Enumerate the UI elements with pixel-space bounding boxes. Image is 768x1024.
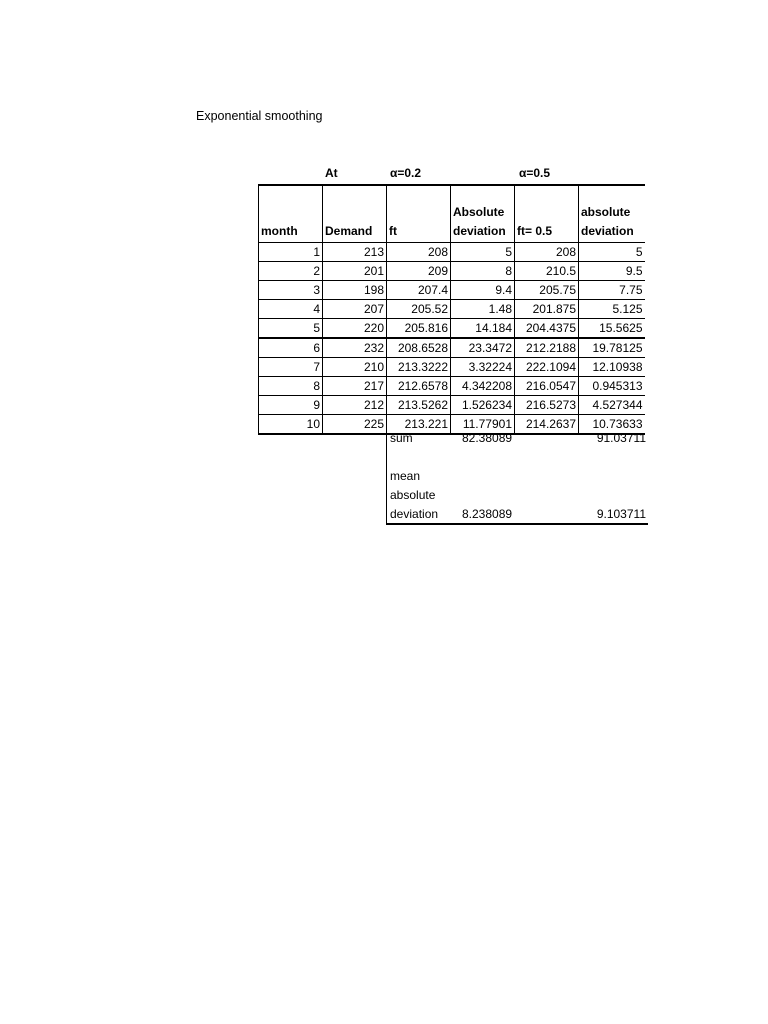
table-row (259, 243, 645, 262)
abs-dev-2-line-1: absolute (581, 205, 631, 219)
sum-label: sum (390, 431, 413, 445)
table-cell: 1.48 (451, 300, 515, 319)
table-cell: 23.3472 (451, 338, 515, 358)
table-cell: 5.125 (579, 300, 645, 319)
table-cell: 1.526234 (451, 396, 515, 415)
table-cell: 0.945313 (579, 377, 645, 396)
mad-label-line-1: mean (390, 469, 421, 483)
table-cell: 213.5262 (387, 396, 451, 415)
sum-alpha-0-2: 82.38089 (462, 431, 513, 445)
table-cell: 8 (451, 262, 515, 281)
col-header-ft: ft (387, 185, 451, 243)
table-cell: 216.0547 (515, 377, 579, 396)
table-cell: 9 (259, 396, 323, 415)
table-cell: 11.77901 (451, 415, 515, 435)
table-cell: 8 (259, 377, 323, 396)
table-cell: 201 (323, 262, 387, 281)
table-cell: 205.75 (515, 281, 579, 300)
table-cell: 19.78125 (579, 338, 645, 358)
mad-label (390, 467, 438, 524)
table-cell: 9.4 (451, 281, 515, 300)
table-cell: 15.5625 (579, 319, 645, 339)
table-cell: 217 (323, 377, 387, 396)
table-cell: 201.875 (515, 300, 579, 319)
table-cell: 207 (323, 300, 387, 319)
table-cell: 213.221 (387, 415, 451, 435)
table-cell: 212.2188 (515, 338, 579, 358)
table-cell: 216.5273 (515, 396, 579, 415)
summary-bottom-border (386, 523, 648, 525)
table-cell: 3.32224 (451, 358, 515, 377)
table-cell: 5 (579, 243, 645, 262)
table-cell: 213 (323, 243, 387, 262)
abs-dev-1-line-2: deviation (453, 224, 506, 238)
col-header-demand: Demand (323, 185, 387, 243)
table-row (259, 415, 645, 435)
table-cell: 4 (259, 300, 323, 319)
table-cell: 4.527344 (579, 396, 645, 415)
table-cell: 6 (259, 338, 323, 358)
table-cell: 204.4375 (515, 319, 579, 339)
header-alpha-0-2: α=0.2 (390, 166, 422, 180)
mad-alpha-0-2: 8.238089 (462, 507, 513, 521)
page-title: Exponential smoothing (196, 109, 323, 123)
table-cell: 5 (451, 243, 515, 262)
table-row (259, 396, 645, 415)
table-cell: 9.5 (579, 262, 645, 281)
table-cell: 10.73633 (579, 415, 645, 435)
col-header-abs-dev-1 (451, 185, 515, 243)
table-cell: 207.4 (387, 281, 451, 300)
table-cell: 12.10938 (579, 358, 645, 377)
mad-alpha-0-5: 9.103711 (596, 507, 646, 521)
col-header-abs-dev-2 (579, 185, 645, 243)
table-cell: 208 (387, 243, 451, 262)
table-cell: 212 (323, 396, 387, 415)
table-cell: 208.6528 (387, 338, 451, 358)
col-header-ft-0-5: ft= 0.5 (515, 185, 579, 243)
table-cell: 198 (323, 281, 387, 300)
table-cell: 220 (323, 319, 387, 339)
table-cell: 5 (259, 319, 323, 339)
table-row (259, 319, 645, 339)
table-row (259, 338, 645, 358)
table-cell: 3 (259, 281, 323, 300)
table-cell: 212.6578 (387, 377, 451, 396)
smoothing-table (258, 184, 645, 435)
table-cell: 14.184 (451, 319, 515, 339)
table-row (259, 281, 645, 300)
table-cell: 222.1094 (515, 358, 579, 377)
header-at: At (325, 166, 338, 180)
sum-alpha-0-5: 91.03711 (596, 431, 646, 445)
abs-dev-1-line-1: Absolute (453, 205, 505, 219)
table-cell: 7 (259, 358, 323, 377)
table-cell: 214.2637 (515, 415, 579, 435)
summary-left-border (386, 430, 387, 525)
header-alpha-0-5: α=0.5 (519, 166, 551, 180)
table-cell: 208 (515, 243, 579, 262)
table-header-row (259, 185, 645, 243)
table-cell: 10 (259, 415, 323, 435)
table-cell: 205.52 (387, 300, 451, 319)
table-cell: 213.3222 (387, 358, 451, 377)
table-row (259, 358, 645, 377)
table-cell: 4.342208 (451, 377, 515, 396)
table-cell: 225 (323, 415, 387, 435)
mad-label-line-2: absolute (390, 488, 436, 502)
table-cell: 209 (387, 262, 451, 281)
table-cell: 232 (323, 338, 387, 358)
col-header-month: month (259, 185, 323, 243)
table-row (259, 300, 645, 319)
table-cell: 210.5 (515, 262, 579, 281)
table-cell: 7.75 (579, 281, 645, 300)
table-cell: 2 (259, 262, 323, 281)
table-cell: 205.816 (387, 319, 451, 339)
table-cell: 210 (323, 358, 387, 377)
mad-label-line-3: deviation (390, 507, 439, 521)
table-row (259, 262, 645, 281)
abs-dev-2-line-2: deviation (581, 224, 634, 238)
table-row (259, 377, 645, 396)
table-cell: 1 (259, 243, 323, 262)
